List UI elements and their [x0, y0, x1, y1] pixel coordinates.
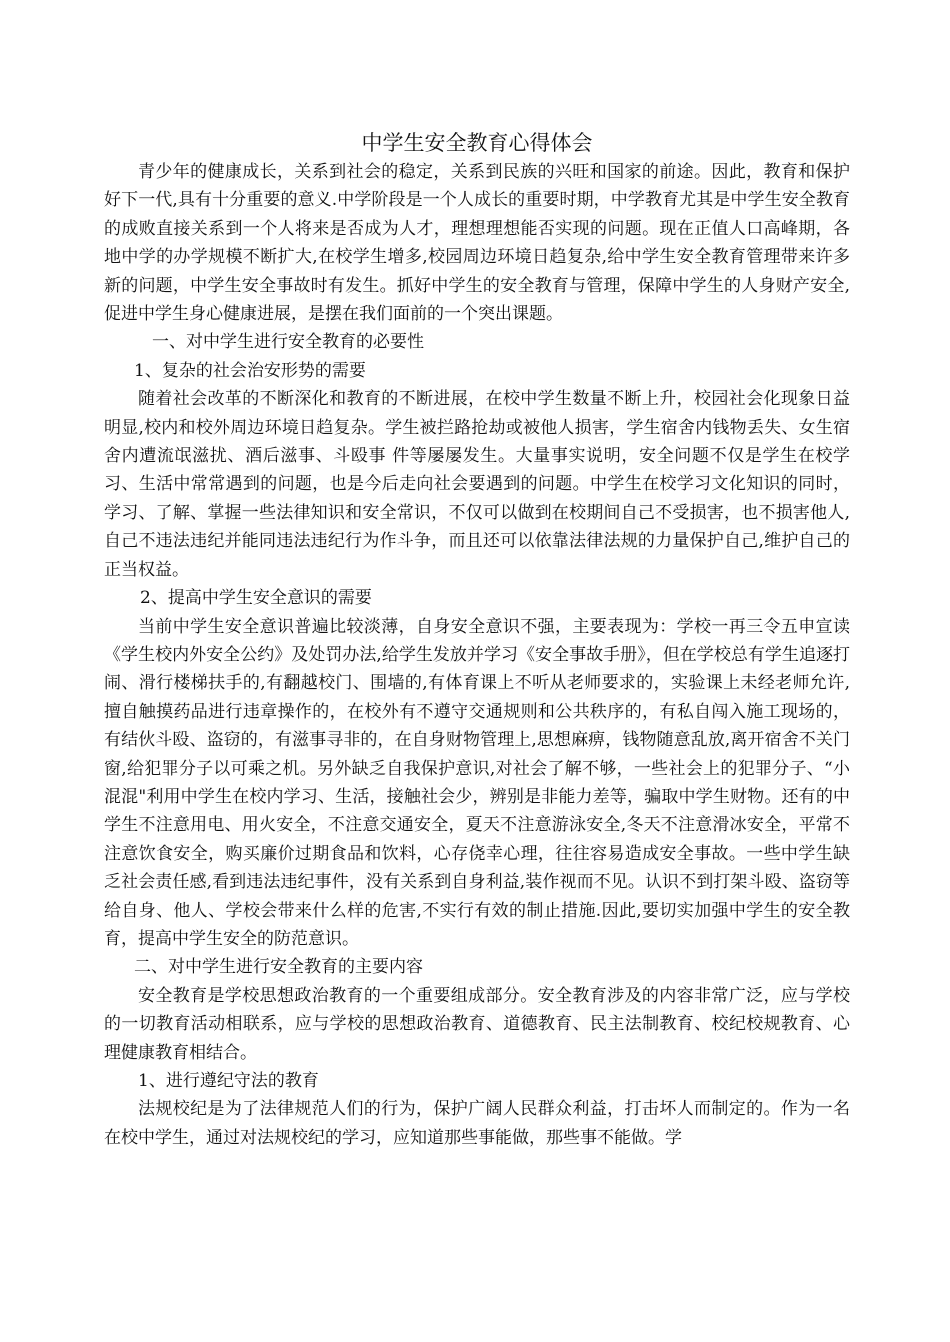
paragraph-intro: 青少年的健康成长，关系到社会的稳定，关系到民族的兴旺和国家的前途。因此，教育和保护好下一代,具有十分重要的意义.中学阶段是一个人成长的重要时期，中学教育尤其是中学生安全教育的成败直接关系到一个人将来是否成为人才，理想理想能否实现的问题。现在正值人口高峰期，各地中学的办学规模不断扩大,在校学生增多,校园周边环境日趋复杂,给中学生安全教育管理带来许多新的问题，中学生安全事故时有发生。抓好中学生的安全教育与管理，保障中学生的人身财产安全,促进中学生身心健康进展，是摆在我们面前的一个突出课题。 — [104, 162, 850, 325]
paragraph-education-content: 安全教育是学校思想政治教育的一个重要组成部分。安全教育涉及的内容非常广泛，应与学校的一切教育活动相联系，应与学校的思想政治教育、道德教育、民主法制教育、校纪校规教育、心理健康教育相结合。 — [104, 985, 850, 1063]
paragraph-safety-awareness: 当前中学生安全意识普遍比较淡薄，自身安全意识不强，主要表现为：学校一再三令五申宣读《学生校内外安全公约》及处罚办法,给学生发放并学习《安全事故手册》，但在学校总有学生追逐打闹、滑行楼梯扶手的,有翻越校门、围墙的,有体育课上不听从老师要求的，实验课上未经老师允许,擅自触摸药品进行违章操作的，在校外有不遵守交通规则和公共秩序的，有私自闯入施工现场的，有结伙斗殴、盗窃的，有滋事寻非的，在自身财物管理上,思想麻痹，钱物随意乱放,离开宿舍不关门窗,给犯罪分子以可乘之机。另外缺乏自我保护意识,对社会了解不够，一些社会上的犯罪分子、“小混混"利用中学生在校内学习、生活，接触社会少，辨别是非能力差等，骗取中学生财物。还有的中学生不注意用电、用火安全，不注意交通安全，夏天不注意游泳安全,冬天不注意滑冰安全，平常不注意饮食安全，购买廉价过期食品和饮料，心存侥幸心理，往往容易造成安全事故。一些中学生缺乏社会责任感,看到违法违纪事件，没有关系到自身利益,装作视而不见。认识不到打架斗殴、盗窃等给自身、他人、学校会带来什么样的危害,不实行有效的制止措施.因此,要切实加强中学生的安全教育，提高中学生安全的防范意识。 — [104, 616, 850, 949]
subsection-heading-2-1: 1、进行遵纪守法的教育 — [138, 1071, 319, 1091]
paragraph-law-discipline: 法规校纪是为了法律规范人们的行为，保护广阔人民群众利益，打击坏人而制定的。作为一名在校中学生，通过对法规校纪的学习，应知道那些事能做，那些事不能做。学 — [104, 1099, 850, 1148]
document-body — [104, 128, 850, 1152]
section-heading-1: 一、对中学生进行安全教育的必要性 — [152, 332, 424, 353]
subsection-heading-1-1: 1、复杂的社会治安形势的需要 — [134, 360, 366, 381]
section-heading-2: 二、对中学生进行安全教育的主要内容 — [134, 957, 423, 978]
subsection-heading-1-2: 2、提高中学生安全意识的需要 — [140, 588, 372, 609]
document-title: 中学生安全教育心得体会 — [361, 131, 593, 155]
paragraph-social-security: 随着社会改革的不断深化和教育的不断进展，在校中学生数量不断上升，校园社会化现象日益明显,校内和校外周边环境日趋复杂。学生被拦路抢劫或被他人损害，学生宿舍内钱物丢失、女生宿舍内遭流氓滋扰、酒后滋事、斗殴事 件等屡屡发生。大量事实说明，安全问题不仅是学生在校学习、生活中常常遇到的问题，也是今后走向社会要遇到的问题。中学生在校学习文化知识的同时，学习、了解、掌握一些法律知识和安全常识，不仅可以做到在校期间自己不受损害，也不损害他人,自己不违法违纪并能同违法违纪行为作斗争，而且还可以依靠法律法规的力量保护自己,维护自己的正当权益。 — [104, 389, 850, 580]
